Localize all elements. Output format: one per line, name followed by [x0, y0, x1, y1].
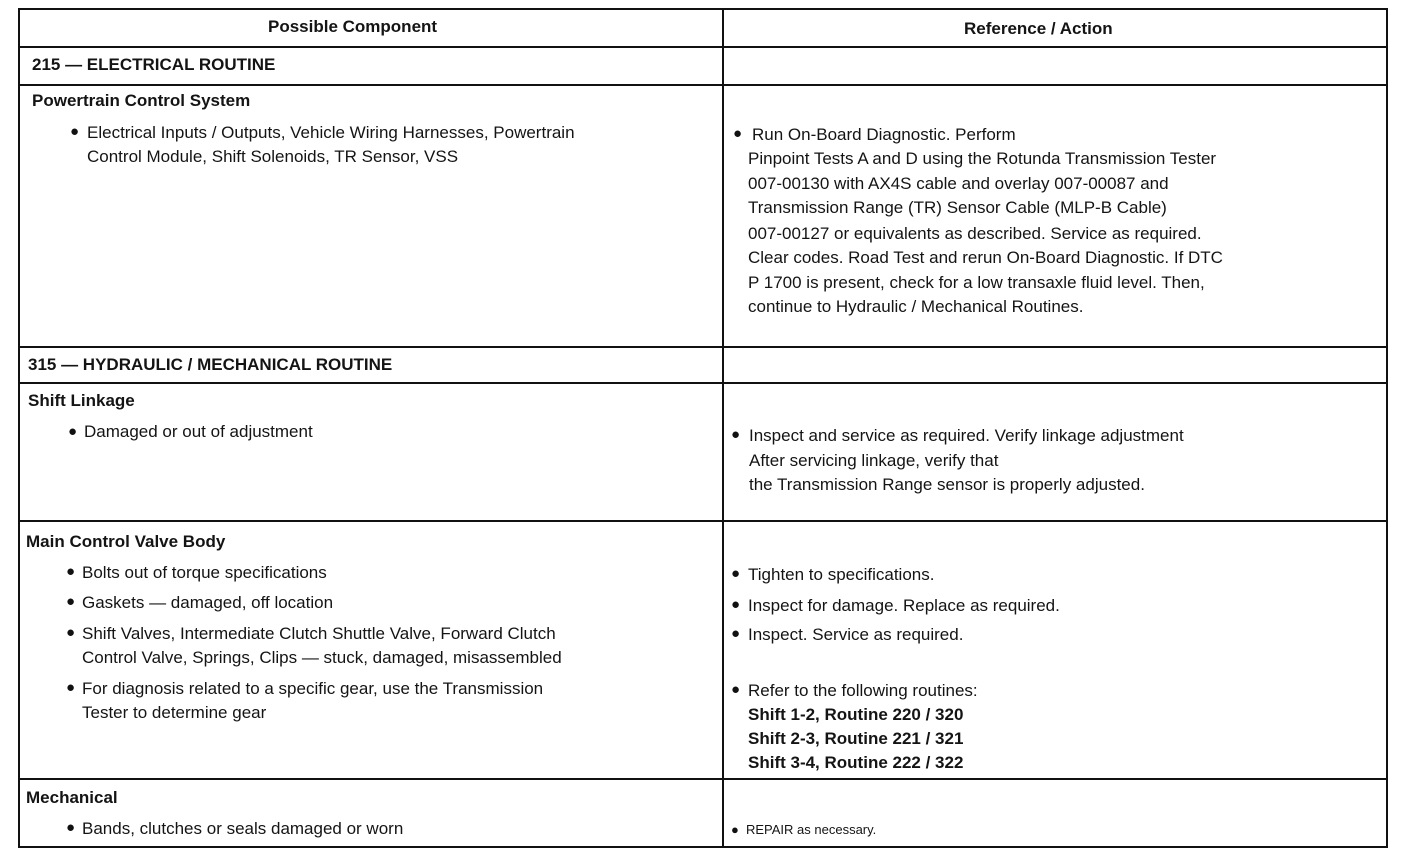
component-gaskets: Gaskets — damaged, off location	[82, 593, 334, 612]
component-valves-line-2: Control Valve, Springs, Clips — stuck, damaged, misassembled	[82, 648, 562, 667]
bullet-icon: ●	[70, 123, 80, 140]
header-component: Possible Component	[268, 17, 438, 36]
component-diagnosis-line-2: Tester to determine gear	[82, 703, 267, 722]
action-electrical-line-4: Transmission Range (TR) Sensor Cable (MLP-B Cable)	[748, 198, 1167, 217]
routine-shift-2-3: Shift 2-3, Routine 221 / 321	[748, 729, 964, 748]
bullet-icon: ●	[733, 125, 743, 142]
rule-right	[1386, 8, 1388, 848]
component-electrical-line-1: Electrical Inputs / Outputs, Vehicle Wiring Harnesses, Powertrain	[87, 123, 575, 142]
rule-mid	[722, 8, 724, 848]
bullet-icon: ●	[731, 426, 741, 443]
rule-215	[18, 84, 1388, 86]
routine-shift-1-2: Shift 1-2, Routine 220 / 320	[748, 705, 964, 724]
bullet-icon: ●	[66, 563, 76, 580]
bullet-icon: ●	[66, 593, 76, 610]
bullet-icon: ●	[66, 624, 76, 641]
component-shift-linkage: Damaged or out of adjustment	[84, 422, 313, 441]
rule-bottom	[18, 846, 1388, 848]
rule-valve	[18, 778, 1388, 780]
action-mechanical: REPAIR as necessary.	[746, 822, 877, 837]
bullet-icon: ●	[731, 596, 741, 613]
action-electrical-line-5: 007-00127 or equivalents as described. Service as required.	[748, 224, 1202, 243]
action-electrical-line-3: 007-00130 with AX4S cable and overlay 007-00087 and	[748, 174, 1169, 193]
action-shift-linkage-line-3: the Transmission Range sensor is properly adjusted.	[749, 475, 1145, 494]
action-electrical-line-7: P 1700 is present, check for a low transaxle fluid level. Then,	[748, 273, 1205, 292]
component-electrical-line-2: Control Module, Shift Solenoids, TR Sensor, VSS	[87, 147, 459, 166]
action-electrical-line-6: Clear codes. Road Test and rerun On-Board Diagnostic. If DTC	[748, 248, 1223, 267]
routine-shift-3-4: Shift 3-4, Routine 222 / 322	[748, 753, 964, 772]
section-215-title: 215 — ELECTRICAL ROUTINE	[32, 55, 276, 74]
action-inspect: Inspect. Service as required.	[748, 625, 964, 644]
group-shift-linkage: Shift Linkage	[28, 391, 135, 410]
rule-linkage	[18, 520, 1388, 522]
action-tighten: Tighten to specifications.	[748, 565, 935, 584]
group-mechanical: Mechanical	[26, 788, 118, 807]
action-refer: Refer to the following routines:	[748, 681, 978, 700]
rule-315	[18, 382, 1388, 384]
bullet-icon: ●	[731, 625, 741, 642]
bullet-icon: ●	[66, 819, 76, 836]
action-electrical-line-8: continue to Hydraulic / Mechanical Routines.	[748, 297, 1084, 316]
bullet-icon: ●	[731, 681, 741, 698]
bullet-icon: ●	[731, 565, 741, 582]
action-inspect-damage: Inspect for damage. Replace as required.	[748, 596, 1060, 615]
component-bolts: Bolts out of torque specifications	[82, 563, 327, 582]
rule-header	[18, 46, 1388, 48]
rule-top	[18, 8, 1388, 10]
header-action: Reference / Action	[964, 19, 1113, 38]
section-315-title: 315 — HYDRAULIC / MECHANICAL ROUTINE	[28, 355, 393, 374]
action-shift-linkage-line-1: Inspect and service as required. Verify linkage adjustment	[749, 426, 1184, 445]
component-diagnosis-line-1: For diagnosis related to a specific gear, use the Transmission	[82, 679, 544, 698]
bullet-icon: ●	[731, 822, 739, 837]
group-powertrain-control-system: Powertrain Control System	[32, 91, 251, 110]
bullet-icon: ●	[68, 423, 78, 440]
component-mechanical: Bands, clutches or seals damaged or worn	[82, 819, 404, 838]
bullet-icon: ●	[66, 679, 76, 696]
component-valves-line-1: Shift Valves, Intermediate Clutch Shuttle Valve, Forward Clutch	[82, 624, 556, 643]
action-shift-linkage-line-2: After servicing linkage, verify that	[749, 451, 999, 470]
action-electrical-line-2: Pinpoint Tests A and D using the Rotunda Transmission Tester	[748, 149, 1217, 168]
rule-left	[18, 8, 20, 848]
group-main-control-valve-body: Main Control Valve Body	[26, 532, 226, 551]
action-electrical-line-1: Run On-Board Diagnostic. Perform	[752, 125, 1016, 144]
rule-powertrain	[18, 346, 1388, 348]
